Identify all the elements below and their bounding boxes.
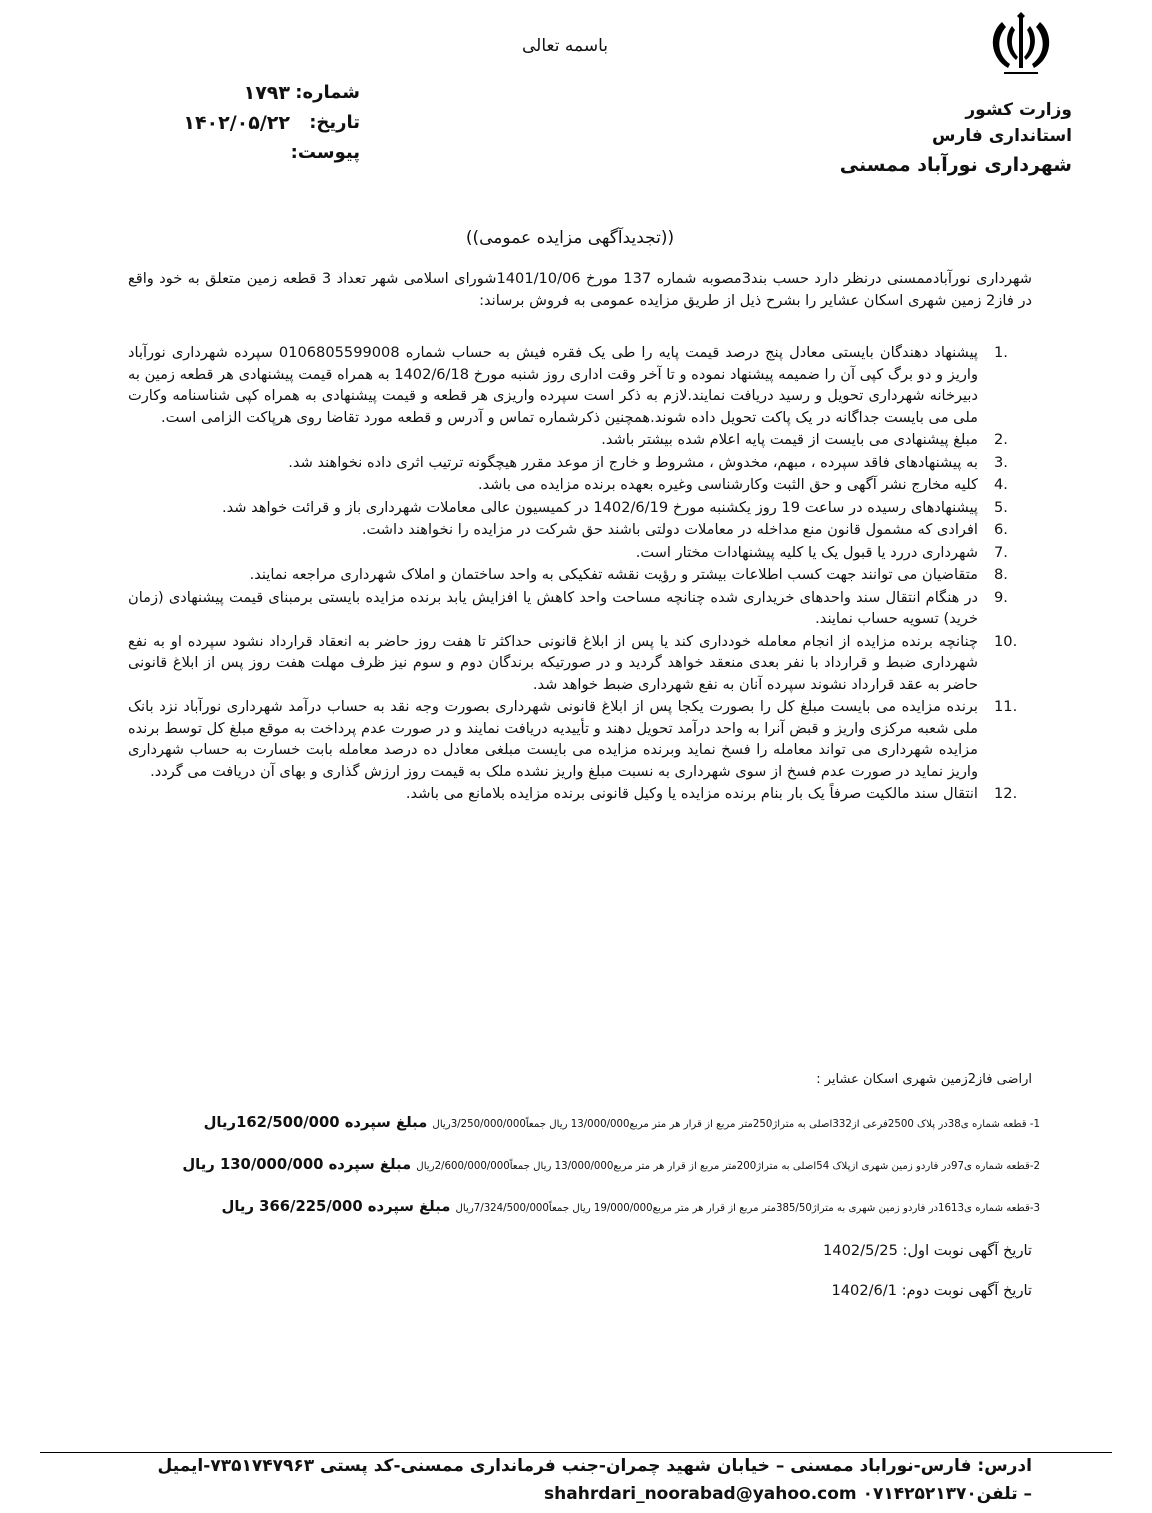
condition-text: پیشنهاد دهندگان بایستی معادل پنج درصد قیمت پایه را طی یک فقره فیش به حساب شماره 0106805599008 سپرده شهرداری نورآباد واریز و دو برگ کپی آن را ضمیمه پیشنهاد نموده و تا آخر وقت اداری روز شنبه مورخ 1402/6/18 به همراه قیمت پیشنهادی هر قطعه زمین به دبیرخانه شهرداری تحویل و رسید دریافت نمایند.لازم به ذکر است سپرده واریزی هر قطعه و قیمت پیشنهادی به همراه کپی شناسنامه وکارت ملی می بایست جداگانه در یک پاکت تحویل داده شوند.همچنین ذکرشماره تماس و آدرس و قطعه مورد تقاضا روی هرپاکت الزامی است.: [128, 344, 978, 426]
condition-number: 12.: [994, 785, 1018, 802]
condition-number: 7.: [994, 543, 1008, 561]
condition-item: [128, 542, 1032, 564]
attachment-label: پیوست:: [290, 142, 360, 163]
condition-number: 6.: [994, 521, 1008, 538]
footer-contact: [128, 1484, 1032, 1504]
condition-number: 11.: [994, 698, 1018, 715]
condition-number: 2.: [994, 431, 1008, 448]
notice-title: ((تجدیدآگهی مزایده عمومی)): [465, 228, 675, 248]
condition-item: [128, 783, 1032, 805]
condition-text: به پیشنهادهای فاقد سپرده ، مبهم، مخدوش ، مشروط و خارج از موعد مقرر هیچگونه ترتیب اثری داده نخواهند شد.: [288, 453, 978, 471]
first-publication-label: تاریخ آگهی نوبت اول:: [902, 1242, 1032, 1259]
letter-date: [150, 112, 360, 138]
plot-detail: 3-قطعه شماره ی1613در فاردو زمین شهری به متراژ385/50متر مربع از قرار هر متر مربع19/000/000 ریال جمعاً7/324/500/000ریال: [455, 1203, 1040, 1214]
condition-text: مبلغ پیشنهادی می بایست از قیمت پایه اعلام شده بیشتر باشد.: [601, 431, 978, 448]
province-title: استانداری فارس: [932, 126, 1072, 146]
condition-text: افرادی که مشمول قانون منع مداخله در معاملات دولتی باشند حق شرکت در مزایده را نخواهند داشت.: [361, 521, 978, 538]
condition-item: [128, 519, 1032, 541]
condition-text: شهرداری دررد یا قبول یک یا کلیه پیشنهادات مختار است.: [635, 543, 978, 561]
condition-text: چنانچه برنده مزایده از انجام معامله خودداری کند یا پس از ابلاغ قانونی حداکثر تا هفت روز حاضر به انعقاد قرارداد نشود سپرده او به نفع شهرداری ضبط و قرارداد با نفر بعدی منعقد خواهد گردید و در صورتیکه برندگان دوم و سوم نیز ظرف مهلت هفت روز پس از ابلاغ قانونی حاضر به عقد قرارداد نشوند سپرده آنان به نفع شهرداری ضبط خواهد شد.: [128, 632, 978, 693]
first-publication-date: [632, 1242, 1032, 1259]
condition-item: [128, 429, 1032, 451]
plot-deposit: مبلغ سپرده 162/500/000ریال: [203, 1114, 428, 1131]
condition-number: 1.: [994, 344, 1008, 361]
first-publication-value: 1402/5/25: [823, 1242, 898, 1259]
condition-number: 8.: [994, 566, 1008, 583]
second-publication-value: 1402/6/1: [831, 1282, 898, 1299]
plot-detail: 2-قطعه شماره ی97در فاردو زمین شهری ازپلاک 54اصلی به متراژ200متر مربع از قرار هر متر مربع13/000/000 ریال جمعاً2/600/000/000ریال: [416, 1161, 1040, 1172]
plots-heading: اراضی فاز2زمین شهری اسکان عشایر :: [816, 1072, 1032, 1087]
letter-number: [150, 82, 360, 108]
plot-detail: 1- قطعه شماره ی38در پلاک 2500فرعی از332اصلی به متراژ250متر مربع از قرار هر متر مربع13/000/000 ریال جمعاً3/250/000/000ریال: [432, 1119, 1040, 1130]
condition-item: [128, 564, 1032, 586]
condition-item: [128, 452, 1032, 474]
footer-email[interactable]: shahrdari_noorabad@yahoo.com: [544, 1484, 857, 1504]
condition-text: کلیه مخارج نشر آگهی و حق الثبت وکارشناسی وغیره بعهده برنده مزایده می باشد.: [477, 476, 978, 493]
condition-number: 3.: [994, 453, 1008, 471]
letter-attachment: [150, 142, 360, 168]
condition-number: 10.: [994, 632, 1018, 650]
plot-item: [180, 1112, 1040, 1136]
notice-intro: شهرداری نورآبادممسنی درنظر دارد حسب بند3مصوبه شماره 137 مورخ 1401/10/06شورای اسلامی شهر تعداد 3 قطعه زمین متعلق به خود واقع در فاز2 زمین شهری اسکان عشایر را بشرح ذیل از طریق مزایده عمومی به فروش برساند:: [128, 270, 1033, 309]
basmala-text: باسمه تعالی: [522, 36, 608, 56]
condition-text: پیشنهادهای رسیده در ساعت 19 روز یکشنبه مورخ 1402/6/19 در کمیسیون عالی معاملات شهرداری باز و قرائت خواهد شد.: [222, 498, 978, 516]
ministry-title: وزارت کشور: [965, 100, 1072, 120]
second-publication-label: تاریخ آگهی نوبت دوم:: [901, 1282, 1032, 1299]
number-value: ۱۷۹۳: [243, 82, 290, 104]
plot-deposit: مبلغ سپرده 130/000/000 ریال: [182, 1156, 412, 1173]
footer-divider: [40, 1452, 1112, 1453]
condition-number: 5.: [994, 498, 1008, 516]
condition-item: [128, 474, 1032, 496]
footer-address: ادرس: فارس-نوراباد ممسنی – خیابان شهید چمران-جنب فرمانداری ممسنی-کد پستی ۷۳۵۱۷۴۷۹۶۳-ایمیل: [157, 1456, 1032, 1476]
plot-item: [180, 1154, 1040, 1178]
second-publication-date: [632, 1282, 1032, 1299]
condition-item: [128, 497, 1032, 519]
condition-item: [128, 696, 1032, 782]
conditions-list: [128, 342, 1032, 806]
date-label: تاریخ:: [309, 112, 360, 133]
date-value: ۱۴۰۲/۰۵/۲۲: [183, 112, 290, 134]
condition-item: [128, 631, 1032, 696]
condition-text: در هنگام انتقال سند واحدهای خریداری شده چنانچه مساحت واحد کاهش یا افزایش یابد برنده مزایده بایستی برمبنای قیمت پیشنهادی (زمان خرید) تسویه حساب نمایند.: [128, 588, 978, 627]
footer-phone: – تلفن۰۷۱۴۲۵۲۱۳۷۰: [862, 1484, 1032, 1504]
condition-number: 4.: [994, 476, 1008, 493]
iran-emblem-icon: [984, 12, 1058, 82]
condition-text: برنده مزایده می بایست مبلغ کل را بصورت یکجا پس از ابلاغ قانونی شهرداری بصورت وجه نقد به حساب درآمد شهرداری نورآباد نزد بانک ملی شعبه مرکزی واریز و قبض آنرا به واحد درآمد تحویل دهند و تأییدیه دریافت نمایند و در صورت عدم پرداخت به موقع مبلغ کل توسط برنده مزایده شهرداری می تواند معامله را فسخ نماید وبرنده مزایده می بایست مبلغی معادل ده درصد معامله بابت خسارت به حساب شهرداری واریز نماید در صورت عدم فسخ از سوی شهرداری به نسبت مبلغ واریز نشده ملک به قیمت روز ارزش گذاری و بهای آن دریافت می گردد.: [128, 698, 978, 780]
condition-item: [128, 342, 1032, 428]
condition-text: متقاضیان می توانند جهت کسب اطلاعات بیشتر و رؤیت نقشه تفکیکی به واحد ساختمان و املاک شهرداری مراجعه نمایند.: [249, 566, 978, 583]
condition-text: انتقال سند مالکیت صرفاً یک بار بنام برنده مزایده یا وکیل قانونی برنده مزایده بلامانع می باشد.: [405, 785, 978, 802]
municipality-title: شهرداری نورآباد ممسنی: [839, 154, 1072, 176]
plot-item: [180, 1196, 1040, 1220]
number-label: شماره:: [295, 82, 360, 103]
plot-deposit: مبلغ سپرده 366/225/000 ریال: [221, 1198, 451, 1215]
condition-item: [128, 587, 1032, 630]
condition-number: 9.: [994, 588, 1008, 606]
